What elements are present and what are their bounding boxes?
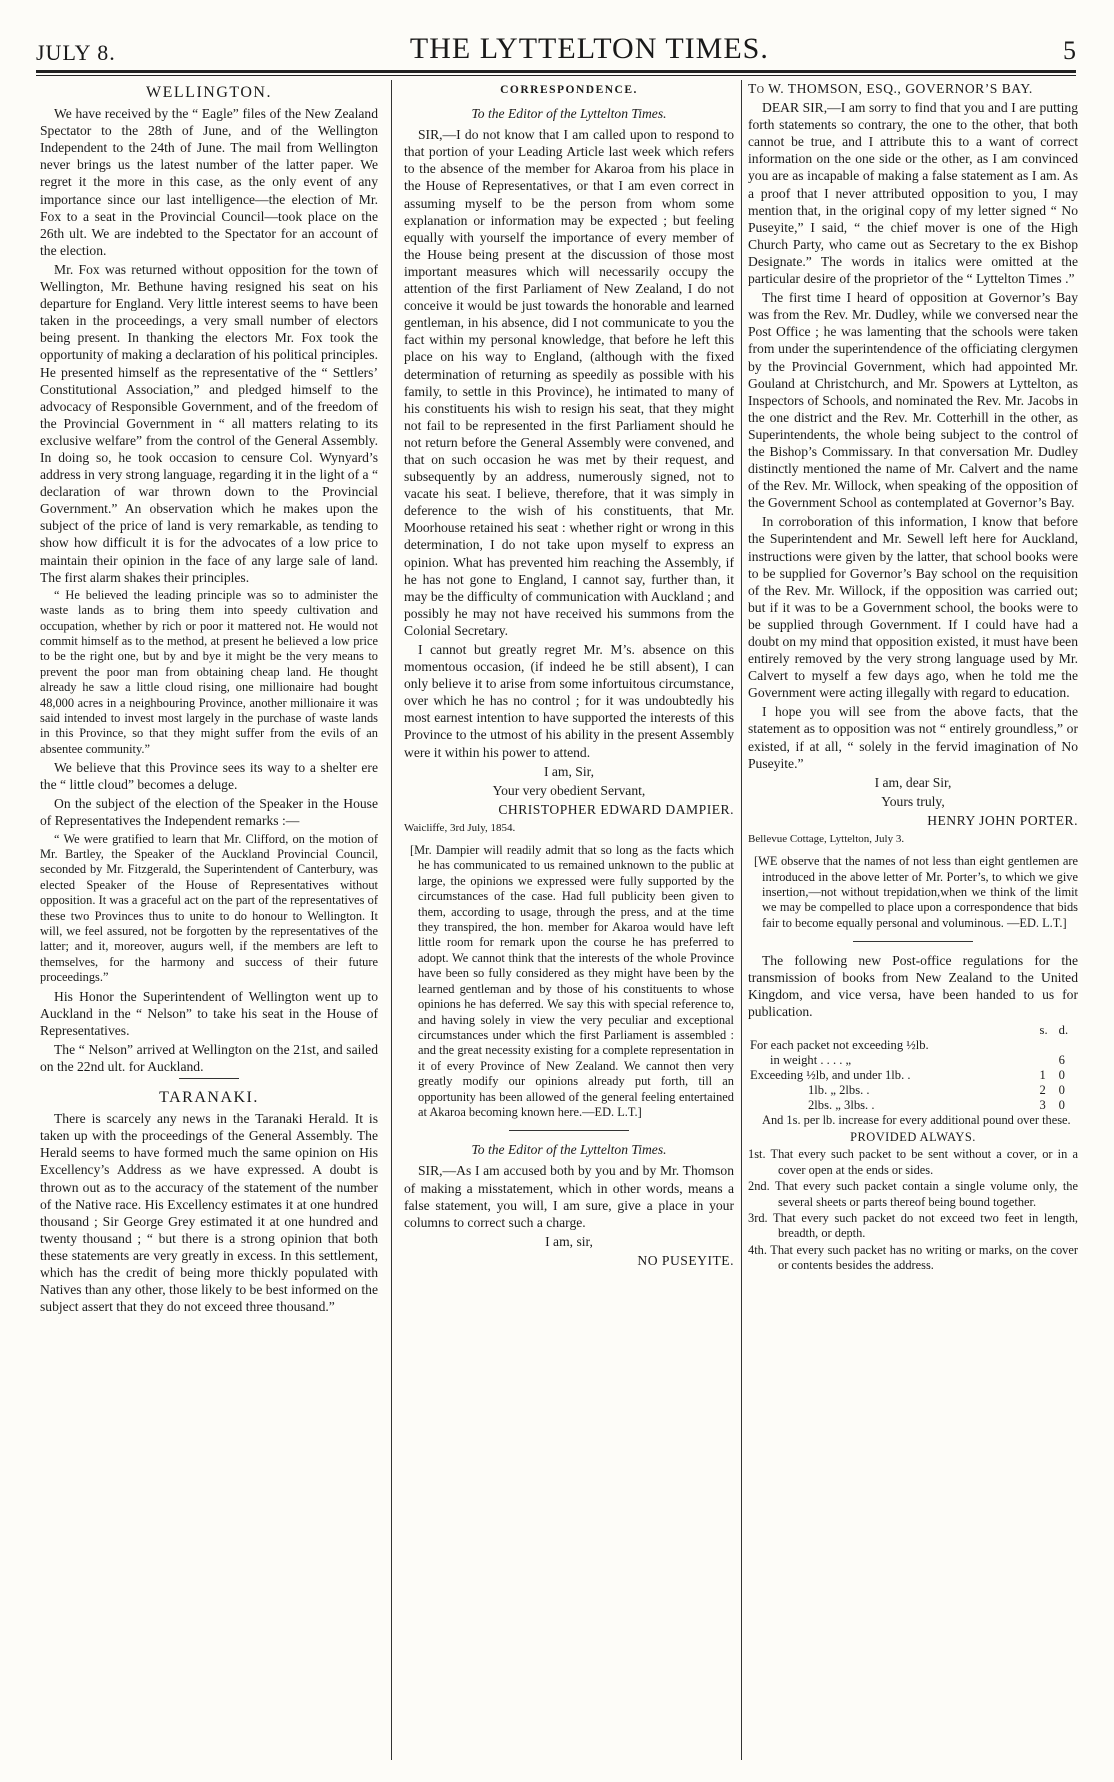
letter-closing: I am, Sir, xyxy=(543,763,595,779)
paper-title: THE LYTTELTON TIMES. xyxy=(409,32,769,65)
page-number: 5 xyxy=(1063,36,1076,65)
section-heading-taranaki: TARANAKI. xyxy=(159,1089,259,1107)
letter-dateline: Waicliffe, 3rd July, 1854. xyxy=(404,821,516,834)
postoffice-intro: The following new Post-office regulations for the transmission of books from New Zealand to the United Kingdom, and vice versa, have been handed to us for publication. xyxy=(748,953,1078,1020)
section-divider xyxy=(853,941,973,942)
letter-salutation: To the Editor of the Lyttelton Times. xyxy=(471,1142,667,1158)
quoted-paragraph: “ He believed the leading principle was so to administer the waste lands as to bring them into speedy cultivation and occupation, whether by rich or poor it mattered not. He would not commit himself as to the method, at present he believed a low price to be the right one, but by and bye it might be the very means to prevent the poor man from obtaining cheap land. He thought already he saw a little cloud rising, one millionaire had bought 48,000 acres in a neighbouring Province, another millionaire it was said intended to invest most largely in the purchase of waste lands in this Province, so that they might suffer from the evils of an absentee community.” xyxy=(40,587,378,756)
column-left xyxy=(40,80,378,1770)
article-paragraph: There is scarcely any news in the Taranaki Herald. It is taken up with the proceedings of the General Assembly. The Herald seems to have formed much the same opinion on His Excellency’s Address as we have expressed. A doubt is thrown out as to the accuracy of the statement of the number of the Native race. His Excellency estimates it at one hundred thousand ; Sir George Grey estimated it at one hundred and twenty thousand ; “ but there is a strong opinion that both these statements are very greatly in excess. In this settlement, which has the credit of being more thickly populated with Natives than any other, those likely to be best informed on the subject assert that they do not exceed three thousand.” xyxy=(40,1111,378,1315)
table-row: 2lbs. „ 3lbs. . 3 0 xyxy=(808,1097,1065,1112)
section-divider xyxy=(509,1130,629,1131)
table-row: For each packet not exceeding ½lb. xyxy=(750,1037,929,1052)
list-item: 4th. That every such packet has no writing or marks, on the cover or contents besides the address. xyxy=(748,1242,1078,1273)
article-paragraph: On the subject of the election of the Speaker in the House of Representatives the Independent remarks :— xyxy=(40,796,378,829)
list-item: 1st. That every such packet to be sent without a cover, or in a cover open at the ends or sides. xyxy=(748,1147,1078,1177)
masthead-rule xyxy=(36,70,1076,73)
column-middle xyxy=(404,80,734,1770)
letter-address: To W. THOMSON, ESQ., GOVERNOR’S BAY. xyxy=(748,81,1033,96)
letter-salutation: To the Editor of the Lyttelton Times. xyxy=(471,106,667,122)
section-divider xyxy=(179,1078,239,1079)
letter-signature: HENRY JOHN PORTER. xyxy=(927,812,1078,828)
letter-paragraph: I cannot but greatly regret Mr. M’s. absence on this momentous occasion, (if indeed he be still absent), I can only believe it to arise from some infortuitous circumstance, over which he has no control ; for it was undoubtedly his most earnest intention to have supported the interests of this Province to the utmost of his ability in the present Assembly were it within his power to attend. xyxy=(404,642,734,760)
letter-closing: I am, dear Sir, xyxy=(874,774,952,790)
postage-rates-table xyxy=(748,1023,1078,1113)
rates-note: And 1s. per lb. increase for every additional pound over these. xyxy=(762,1112,1071,1127)
article-paragraph: We have received by the “ Eagle” files of the New Zealand Spectator to the 28th of June, and of the Wellington Independent to the 24th of June. The mail from Wellington never brings us the latest number of the latter paper. We regret it the more in this case, as the only event of any importance since our last intelligence—the election of Mr. Fox to a seat in the Provincial Council—took place on the 26th ult. We are indebted to the Spectator for an account of the election. xyxy=(40,106,378,258)
column-divider xyxy=(741,80,742,1760)
article-paragraph: We believe that this Province sees its way to a shelter ere the “ little cloud” becomes a deluge. xyxy=(40,760,378,793)
letter-closing: Yours truly, xyxy=(881,793,945,809)
table-row: Exceeding ½lb, and under 1lb. . 1 0 xyxy=(750,1067,1065,1082)
editor-note: [Mr. Dampier will readily admit that so long as the facts which he has communicated to us remained unknown to the public at large, the opinions we expressed were fully supported by the circumstances of the case. Had full publicity been given to them, according to usage, through the press, and at the time they transpired, the hon. member for Akaroa would have left little room for remark upon the course he has preferred to adopt. We cannot think that the interests of the whole Province have been so fully considered as they might have been by the learned gentleman and by those of his constituents to whose opinions he has deferred. We say this with special reference to, and having solely in view the very peculiar and exceptional circumstances under which the first Parliament is assembled : and the great necessity existing for a complete representation in it of every Province of New Zealand. We cannot then very greatly modify our opinions already put forth, till an opportunity has been allowed of the general feeling entertained at Akaroa becoming known here.—ED. L.T.] xyxy=(410,843,734,1119)
letter-paragraph: The first time I heard of opposition at Governor’s Bay was from the Rev. Mr. Dudley, while we conversed near the Post Office ; he was lamenting that the schools were taken from under the superintendence of the officiating clergymen by the Provincial Government, which had appointed Mr. Gouland at Christchurch, and Mr. Spowers at Lyttelton, as Inspectors of Schools, and nominated the Rev. Mr. Jacobs in the one district and the Rev. Mr. Cotterhill in the other, as Superintendents, the whole being subject to the control of the Bishop’s Commissary. In that conversation Mr. Dudley distinctly mentioned the name of Mr. Calvert and the name of the Rev. Mr. Willock, when speaking of the opposition of the Government School as contemplated at Governor’s Bay. xyxy=(748,290,1078,511)
table-header-row xyxy=(748,1023,1078,1038)
letter-paragraph: SIR,—As I am accused both by you and by Mr. Thomson of making a misstatement, which in other words, means a false statement, you will, I am sure, give a place in your columns to correct such a charge. xyxy=(404,1163,734,1230)
article-paragraph: Mr. Fox was returned without opposition for the town of Wellington, Mr. Bethune having resigned his seat on his departure for England. Very little interest seems to have been taken in the proceedings, a very small number of electors being present. In thanking the electors Mr. Fox took the opportunity of making a declaration of his political principles. He presented himself as the representative of the “ Settlers’ Constitutional Association,” and pledged himself to the advocacy of Responsible Government, and of the freedom of the Provincial Government in “ all matters relating to its exclusive welfare” from the control of the General Assembly. In doing so, he took occasion to censure Col. Wynyard’s address in very strong language, regarding it in the light of a “ declaration of war thrown down to the Provincial Government.” An observation which he makes upon the subject of the price of land is very remarkable, as tending to show how difficult it is for the advocates of a low price to maintain their opinion in the face of any large sale of land. The first alarm shakes their principles. xyxy=(40,261,378,585)
letter-paragraph: SIR,—I do not know that I am called upon to respond to that portion of your Leading Article last week which refers to the absence of the member for Akaroa from his place in the House of Representatives, or that I am even correct in assuming myself to be the person from whom some explanation or information may be expected ; but feeling equally with yourself the importance of every member of the House being present at the discussion of those most important measures which will necessarily occupy the attention of the first Parliament of New Zealand, I do not conceive it would be just towards the honorable and learned gentleman, in his absence, did I not communicate to you the fact within my personal knowledge, that before he left this place on his way to England, (although with the fixed determination of returning as speedily as possible with his family, to settle in this Province), he intimated to many of his constituents his wish to resign his seat, that they might not fail to be represented in the first Parliament should he not return before the General Assembly were convened, and that on such occasion he was met by their request, and subsequently by an address, numerously signed, not to vacate his seat. I believe, therefore, that it was simply in deference to the wish of his constituents, that Mr. Moorhouse retained his seat : whether right or wrong in this determination, I do not take upon myself to express an opinion. What has prevented him reaching the Assembly, if he has not gone to England, I cannot say, further than, it may be the difficulty of communication with Auckland ; and possibly he may not have received his summons from the Colonial Secretary. xyxy=(404,127,734,638)
letter-signature: CHRISTOPHER EDWARD DAMPIER. xyxy=(498,801,734,817)
table-row: in weight . . . . „ 6 xyxy=(770,1052,1065,1067)
article-paragraph: The “ Nelson” arrived at Wellington on the 21st, and sailed on the 22nd ult. for Auckland. xyxy=(40,1041,378,1074)
section-heading-wellington: WELLINGTON. xyxy=(146,84,272,101)
letter-closing: I am, sir, xyxy=(545,1233,593,1249)
list-item: 2nd. That every such packet contain a single volume only, the several sheets or parts thereof being bound together. xyxy=(748,1179,1078,1209)
masthead-rule-thin xyxy=(36,75,1076,76)
column-right xyxy=(748,80,1078,1770)
article-paragraph: His Honor the Superintendent of Wellington went up to Auckland in the “ Nelson” to take his seat in the House of Representatives. xyxy=(40,988,378,1038)
letter-dateline: Bellevue Cottage, Lyttelton, July 3. xyxy=(748,833,905,846)
column-divider xyxy=(391,80,392,1760)
letter-paragraph: DEAR SIR,—I am sorry to find that you and I are putting forth statements so contrary, the one to the other, that both cannot be true, and I attribute this to a want of correct information on the one side or the other, as I am convinced you are as incapable of making a false statement as I am. As a proof that I never attributed opposition to you, I may mention that, in the original copy of my letter signed “ No Puseyite,” I said, “ the chief mover is one of the High Church Party, who came out as Secretary to the ex Bishop Designate.” The words in italics were omitted at the particular desire of the proprietor of the “ Lyttelton Times .” xyxy=(748,100,1078,287)
rate-header-shillings: s. xyxy=(1039,1022,1048,1037)
issue-date: JULY 8. xyxy=(36,40,116,65)
letter-paragraph: I hope you will see from the above facts, that the statement as to opposition was not “ entirely groundless,” or existed, if at all, “ solely in the fervid imagination of No Puseyite.” xyxy=(748,704,1078,771)
letter-closing: Your very obedient Servant, xyxy=(492,782,646,798)
provided-always: PROVIDED ALWAYS. xyxy=(850,1129,976,1144)
letter-paragraph: In corroboration of this information, I know that before the Superintendent and Mr. Sewell left here for Auckland, instructions were given by the latter, that school books were to be supplied for Governor’s Bay school on the requisition of the Rev. Mr. Willock, if the opposition was carried out; but if it was to be a Government school, the books were to be supplied through Government. If I could have had a doubt on my mind that opposition existed, it must have been entirely removed by the very strong language used by Mr. Calvert to myself a few days ago, when he told me the Government were acting illegally with regard to education. xyxy=(748,514,1078,701)
rate-header-pence: d. xyxy=(1058,1022,1069,1037)
list-item: 3rd. That every such packet do not exceed two feet in length, breadth, or depth. xyxy=(748,1210,1078,1241)
editor-note: [WE observe that the names of not less than eight gentlemen are introduced in the above letter of Mr. Porter’s, to which we give insertion,—not without trepidation,when we think of the limit we may be compelled to place upon a correspondence that bids fair to become equally personal and voluminous. —ED. L.T.] xyxy=(754,854,1078,930)
letter-signature: NO PUSEYITE. xyxy=(637,1252,734,1268)
section-heading-correspondence: CORRESPONDENCE. xyxy=(500,84,638,96)
quoted-paragraph: “ We were gratified to learn that Mr. Clifford, on the motion of Mr. Bartley, the Speaker of the Auckland Provincial Council, seconded by Mr. Fitzgerald, the Superintendent of Canterbury, was elected Speaker of the House of Representatives without opposition. It was a graceful act on the part of the representatives of these two Provinces thus to unite to do honour to Wellington. It will, we feel assured, not be forgotten by the representatives of the latter; and it, moreover, augurs well, if the members are left to themselves, for the harmony and success of their future proceedings.” xyxy=(40,831,378,985)
masthead xyxy=(36,22,1076,66)
table-row: 1lb. „ 2lbs. . 2 0 xyxy=(808,1082,1065,1097)
